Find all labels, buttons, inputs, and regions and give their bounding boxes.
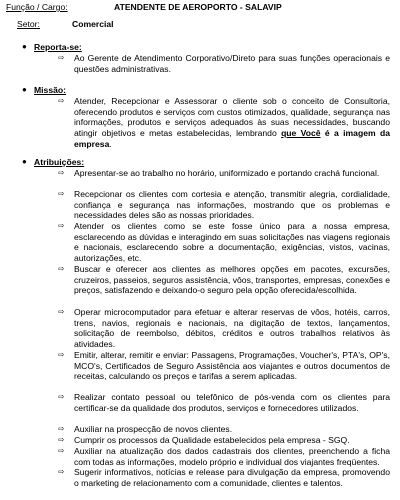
atribuicao-item: Buscar e oferecer aos clientes as melhores opções em pacotes, excursões, cruzeiros, passeios, seguros assistência, vôos, transportes, empresas, conexões e preços, satisfazendo e deixando-o seguro pela opção oferecida/escolhida. [74,264,390,296]
arrow-right-icon: ⇨ [58,350,65,359]
reporta-item: Ao Gerente de Atendimento Corporativo/Direto para suas funções operacionais e questões administrativas. [74,53,390,74]
missao-text-end: . [109,138,112,149]
missao-text-underlined: que Você [281,128,321,139]
arrow-right-icon: ⇨ [58,264,65,273]
atribuicao-item: Emitir, alterar, remitir e enviar: Passagens, Programações, Voucher's, PTA's, OP's, MCO's, Certificados de Seguro Assistência aos viajantes e outros documentos de receitas, calculando os preços e tarifas a serem aplicadas. [74,350,390,382]
arrow-right-icon: ⇨ [58,424,65,433]
arrow-right-icon: ⇨ [58,53,65,62]
setor-label: Setor: [17,19,40,29]
arrow-right-icon: ⇨ [58,435,65,444]
atribuicoes-heading: Atribuições: [34,157,85,167]
missao-text-bold: é a imagem da empresa [74,128,390,149]
reporta-heading: Reporta-se: [34,42,82,52]
arrow-right-icon: ⇨ [58,189,65,198]
bullet-icon: ● [22,85,27,94]
atribuicao-item: Atender os clientes como se este fosse único para a nossa empresa, esclarecendo as dúvidas e interagindo em suas solicitações nas viagens regionais e nacionais, esclarecendo sobre a documentação, exigências, vistos, vacinas, autorizações, etc. [74,221,390,264]
atribuicao-item: Recepcionar os clientes com cortesia e atenção, transmitir alegria, cordialidade, confiança e segurança nas informações, mostrando que os problemas e necessidades deles são as nossas prioridades. [74,189,390,221]
atribuicao-item: Realizar contato pessoal ou telefônico de pós-venda com os clientes para certificar-se da qualidade dos produtos, serviços e fornecedores utilizados. [74,392,390,413]
funcao-cargo-label: Função / Cargo: [6,2,68,12]
arrow-right-icon: ⇨ [58,467,65,476]
bullet-icon: ● [22,157,27,166]
arrow-right-icon: ⇨ [58,221,65,230]
atribuicao-item: Operar microcomputador para efetuar e alterar reservas de vôos, hotéis, carros, trens, navios, regionais e nacionais, na digitação de textos, lançamentos, solicitação de reembolso, débitos, créditos e outros trabalhos relativos às atividades. [74,307,390,350]
atribuicao-item: Auxiliar na prospecção de novos clientes. [74,424,233,434]
missao-text-main: Atender, Recepcionar e Assessorar o cliente sob o conceito de Consultoria, oferecendo produtos e serviços com custos otimizados, qualidade, segurança nas informações, produtos e serviços adequados às suas necessidades, buscando atingir objetivos e metas estabelecidas, lembrando [74,96,390,139]
arrow-right-icon: ⇨ [58,96,65,105]
arrow-right-icon: ⇨ [58,168,65,177]
job-title: ATENDENTE DE AEROPORTO - SALAVIP [114,2,282,12]
atribuicao-item: Cumprir os processos da Qualidade estabelecidos pela empresa - SGQ. [74,435,350,445]
atribuicao-item: Auxiliar na atualização dos dados cadastrais dos clientes, preenchendo a ficha com todas as informações, modelo próprio e individual dos viajantes freqüentes. [74,446,390,467]
arrow-right-icon: ⇨ [58,392,65,401]
setor-value: Comercial [72,19,114,29]
missao-heading: Missão: [34,85,66,95]
arrow-right-icon: ⇨ [58,307,65,316]
atribuicao-item: Sugerir informativos, notícias e release para divulgação da empresa, promovendo o marketing de relacionamento com a comunidade, clientes e talentos. [74,467,390,488]
arrow-right-icon: ⇨ [58,446,65,455]
atribuicao-item: Apresentar-se ao trabalho no horário, uniformizado e portando crachá funcional. [74,168,380,178]
missao-text [74,96,390,150]
bullet-icon: ● [22,42,27,51]
